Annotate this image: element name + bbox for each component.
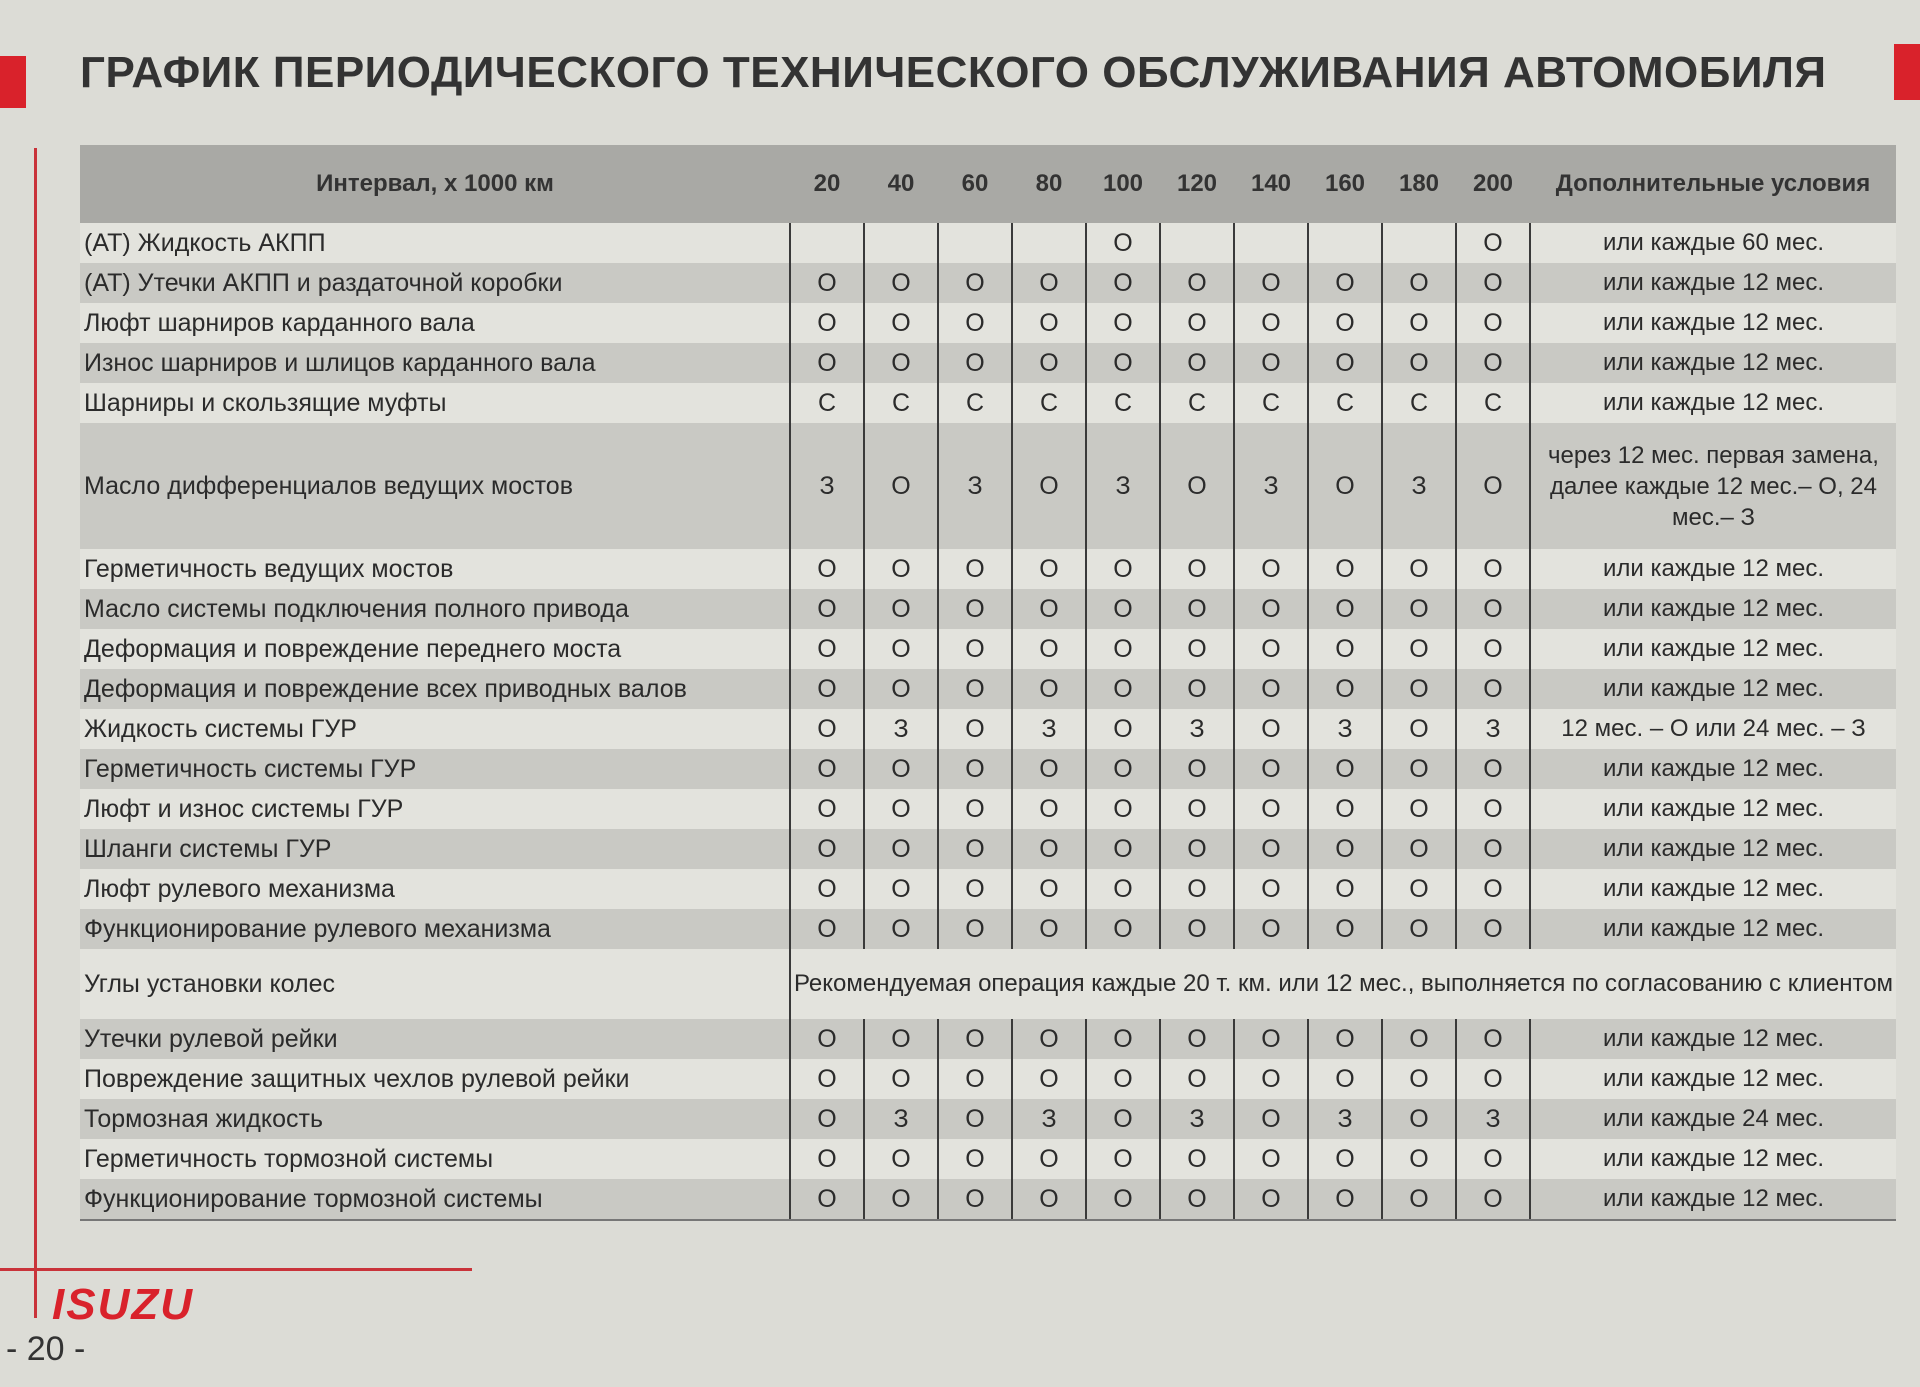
service-mark-cell: З <box>1382 423 1456 549</box>
service-mark-cell: З <box>1086 423 1160 549</box>
additional-condition-cell: или каждые 12 мес. <box>1530 1019 1896 1059</box>
service-mark-cell: О <box>938 629 1012 669</box>
service-mark-cell: О <box>1234 829 1308 869</box>
additional-condition-cell: или каждые 12 мес. <box>1530 343 1896 383</box>
service-mark-cell: О <box>1456 1059 1530 1099</box>
service-mark-cell: О <box>864 343 938 383</box>
service-mark-cell: О <box>864 829 938 869</box>
service-mark-cell: О <box>1234 1139 1308 1179</box>
service-mark-cell: О <box>1382 669 1456 709</box>
service-mark-cell: О <box>1086 629 1160 669</box>
service-mark-cell: З <box>1308 709 1382 749</box>
service-mark-cell: О <box>1160 909 1234 949</box>
service-mark-cell: О <box>864 629 938 669</box>
additional-condition-cell: или каждые 12 мес. <box>1530 1139 1896 1179</box>
row-note: Рекомендуемая операция каждые 20 т. км. или 12 мес., выполняется по согласованию с клиентом <box>790 949 1896 1019</box>
service-mark-cell: О <box>938 1059 1012 1099</box>
service-mark-cell: О <box>1308 669 1382 709</box>
service-mark-cell: О <box>1160 1139 1234 1179</box>
table-header-row <box>80 145 1896 223</box>
service-mark-cell: О <box>1308 423 1382 549</box>
service-mark-cell: О <box>938 909 1012 949</box>
table-row <box>80 303 1896 343</box>
service-mark-cell: О <box>1456 303 1530 343</box>
additional-condition-cell: или каждые 12 мес. <box>1530 303 1896 343</box>
service-mark-cell: О <box>1308 589 1382 629</box>
row-parameter-name: Функционирование тормозной системы <box>80 1179 790 1220</box>
service-mark-cell: О <box>1086 549 1160 589</box>
service-mark-cell: О <box>864 1059 938 1099</box>
service-mark-cell: О <box>1456 749 1530 789</box>
interval-column-header: 200 <box>1456 145 1530 223</box>
service-mark-cell: С <box>1160 383 1234 423</box>
service-mark-cell: З <box>1012 709 1086 749</box>
service-mark-cell: З <box>1308 1099 1382 1139</box>
table-row <box>80 343 1896 383</box>
service-mark-cell: О <box>1234 1059 1308 1099</box>
service-mark-cell: О <box>790 549 864 589</box>
service-mark-cell: О <box>1308 343 1382 383</box>
table-row <box>80 223 1896 263</box>
service-mark-cell: О <box>1160 1179 1234 1220</box>
service-mark-cell: О <box>1012 629 1086 669</box>
row-parameter-name: Масло системы подключения полного привода <box>80 589 790 629</box>
service-mark-cell: О <box>1160 343 1234 383</box>
service-mark-cell: О <box>938 1179 1012 1220</box>
table-row <box>80 263 1896 303</box>
interval-column-header: 100 <box>1086 145 1160 223</box>
service-mark-cell: О <box>1456 669 1530 709</box>
service-mark-cell: О <box>938 669 1012 709</box>
service-mark-cell: О <box>790 1019 864 1059</box>
service-mark-cell: О <box>790 909 864 949</box>
maintenance-table <box>80 145 1896 1221</box>
interval-header: Интервал, х 1000 км <box>80 145 790 223</box>
service-mark-cell: О <box>1234 1099 1308 1139</box>
additional-condition-cell: или каждые 12 мес. <box>1530 1179 1896 1220</box>
page-number: - 20 - <box>6 1330 86 1368</box>
additional-condition-cell: или каждые 12 мес. <box>1530 629 1896 669</box>
row-parameter-name: (AT) Жидкость АКПП <box>80 223 790 263</box>
service-mark-cell: О <box>1012 1059 1086 1099</box>
service-mark-cell <box>864 223 938 263</box>
additional-condition-cell: или каждые 12 мес. <box>1530 909 1896 949</box>
service-mark-cell: О <box>864 869 938 909</box>
additional-condition-cell: или каждые 12 мес. <box>1530 789 1896 829</box>
service-mark-cell: З <box>1012 1099 1086 1139</box>
service-mark-cell: О <box>1086 1059 1160 1099</box>
row-parameter-name: Износ шарниров и шлицов карданного вала <box>80 343 790 383</box>
service-mark-cell: О <box>1086 829 1160 869</box>
service-mark-cell: О <box>1086 669 1160 709</box>
additional-condition-cell: или каждые 12 мес. <box>1530 669 1896 709</box>
service-mark-cell: С <box>1308 383 1382 423</box>
service-mark-cell: О <box>1382 1179 1456 1220</box>
service-mark-cell: О <box>790 749 864 789</box>
row-parameter-name: Функционирование рулевого механизма <box>80 909 790 949</box>
service-mark-cell: О <box>1382 1139 1456 1179</box>
service-mark-cell: О <box>1160 1059 1234 1099</box>
service-mark-cell: О <box>1160 1019 1234 1059</box>
service-mark-cell: О <box>1086 789 1160 829</box>
service-mark-cell: О <box>1456 343 1530 383</box>
service-mark-cell: О <box>864 789 938 829</box>
service-mark-cell: О <box>1456 909 1530 949</box>
service-mark-cell: О <box>790 829 864 869</box>
service-mark-cell: О <box>1234 709 1308 749</box>
service-mark-cell: О <box>1456 223 1530 263</box>
service-mark-cell: С <box>1086 383 1160 423</box>
row-parameter-name: Жидкость системы ГУР <box>80 709 790 749</box>
service-mark-cell: О <box>938 709 1012 749</box>
service-mark-cell: О <box>1086 223 1160 263</box>
service-mark-cell: О <box>938 869 1012 909</box>
row-parameter-name: Деформация и повреждение всех приводных валов <box>80 669 790 709</box>
table-row <box>80 1179 1896 1220</box>
service-mark-cell: О <box>1086 909 1160 949</box>
service-mark-cell: О <box>1234 589 1308 629</box>
service-mark-cell: О <box>790 869 864 909</box>
additional-condition-cell: или каждые 12 мес. <box>1530 749 1896 789</box>
service-mark-cell: С <box>1234 383 1308 423</box>
row-parameter-name: Повреждение защитных чехлов рулевой рейки <box>80 1059 790 1099</box>
row-parameter-name: Тормозная жидкость <box>80 1099 790 1139</box>
service-mark-cell: О <box>1382 343 1456 383</box>
table-row <box>80 549 1896 589</box>
service-mark-cell: О <box>1086 589 1160 629</box>
service-mark-cell: О <box>1234 629 1308 669</box>
table-row <box>80 629 1896 669</box>
service-mark-cell: О <box>1308 909 1382 949</box>
service-mark-cell: З <box>790 423 864 549</box>
service-mark-cell: О <box>1012 669 1086 709</box>
service-mark-cell: О <box>1012 263 1086 303</box>
service-mark-cell: О <box>1234 263 1308 303</box>
service-mark-cell: О <box>1160 869 1234 909</box>
service-mark-cell: О <box>1012 1179 1086 1220</box>
service-mark-cell: О <box>790 303 864 343</box>
service-mark-cell: О <box>1160 549 1234 589</box>
service-mark-cell: О <box>1382 263 1456 303</box>
service-mark-cell: С <box>1456 383 1530 423</box>
additional-condition-cell: или каждые 12 мес. <box>1530 869 1896 909</box>
service-mark-cell: О <box>1308 789 1382 829</box>
service-mark-cell: О <box>938 589 1012 629</box>
row-parameter-name: Масло дифференциалов ведущих мостов <box>80 423 790 549</box>
service-mark-cell: О <box>1234 549 1308 589</box>
bottom-red-rule <box>0 1268 472 1271</box>
service-mark-cell: О <box>1308 829 1382 869</box>
additional-condition-cell: или каждые 60 мес. <box>1530 223 1896 263</box>
row-parameter-name: Люфт и износ системы ГУР <box>80 789 790 829</box>
service-mark-cell: О <box>1012 423 1086 549</box>
service-mark-cell: С <box>864 383 938 423</box>
red-corner-mark-left <box>0 56 26 108</box>
service-mark-cell <box>1160 223 1234 263</box>
row-parameter-name: Шарниры и скользящие муфты <box>80 383 790 423</box>
service-mark-cell: О <box>1012 303 1086 343</box>
interval-column-header: 60 <box>938 145 1012 223</box>
service-mark-cell: О <box>1012 789 1086 829</box>
additional-condition-cell: или каждые 12 мес. <box>1530 549 1896 589</box>
service-mark-cell: О <box>1456 789 1530 829</box>
service-mark-cell: О <box>864 749 938 789</box>
interval-column-header: 180 <box>1382 145 1456 223</box>
service-mark-cell <box>1382 223 1456 263</box>
service-mark-cell: О <box>1456 1139 1530 1179</box>
interval-column-header: 80 <box>1012 145 1086 223</box>
service-mark-cell: О <box>1456 829 1530 869</box>
service-mark-cell: О <box>1382 1019 1456 1059</box>
service-mark-cell: О <box>1456 549 1530 589</box>
table-row <box>80 1019 1896 1059</box>
row-parameter-name: Люфт рулевого механизма <box>80 869 790 909</box>
interval-column-header: 20 <box>790 145 864 223</box>
additional-condition-cell: 12 мес. – О или 24 мес. – З <box>1530 709 1896 749</box>
service-mark-cell: О <box>1308 303 1382 343</box>
row-parameter-name: Утечки рулевой рейки <box>80 1019 790 1059</box>
service-mark-cell: О <box>1382 829 1456 869</box>
service-mark-cell: О <box>1086 869 1160 909</box>
service-mark-cell: О <box>1382 789 1456 829</box>
row-parameter-name: Герметичность ведущих мостов <box>80 549 790 589</box>
service-mark-cell: О <box>1012 589 1086 629</box>
service-mark-cell: О <box>1086 1139 1160 1179</box>
service-mark-cell: З <box>1160 1099 1234 1139</box>
service-mark-cell: О <box>790 589 864 629</box>
service-mark-cell: О <box>938 829 1012 869</box>
service-mark-cell: О <box>864 549 938 589</box>
service-mark-cell: О <box>938 343 1012 383</box>
service-mark-cell: О <box>790 629 864 669</box>
service-mark-cell: С <box>790 383 864 423</box>
service-mark-cell: О <box>938 789 1012 829</box>
service-mark-cell: О <box>1308 629 1382 669</box>
service-mark-cell: О <box>1012 1139 1086 1179</box>
table-body <box>80 223 1896 1220</box>
table-row <box>80 423 1896 549</box>
service-mark-cell: О <box>1456 263 1530 303</box>
service-mark-cell: О <box>1012 549 1086 589</box>
interval-column-header: 40 <box>864 145 938 223</box>
service-mark-cell: О <box>1382 709 1456 749</box>
service-mark-cell: О <box>938 303 1012 343</box>
service-mark-cell: О <box>1234 303 1308 343</box>
additional-condition-cell: или каждые 24 мес. <box>1530 1099 1896 1139</box>
table-row <box>80 1139 1896 1179</box>
table-row <box>80 383 1896 423</box>
row-parameter-name: Шланги системы ГУР <box>80 829 790 869</box>
red-corner-mark-right <box>1894 44 1920 100</box>
additional-condition-cell: через 12 мес. первая замена, далее каждые 12 мес.– О, 24 мес.– З <box>1530 423 1896 549</box>
service-mark-cell: О <box>790 263 864 303</box>
table-row <box>80 909 1896 949</box>
service-mark-cell: О <box>1382 869 1456 909</box>
service-mark-cell: О <box>1382 629 1456 669</box>
table-row <box>80 1099 1896 1139</box>
service-mark-cell: О <box>1160 263 1234 303</box>
service-mark-cell: З <box>1456 1099 1530 1139</box>
service-mark-cell: О <box>1308 1019 1382 1059</box>
service-mark-cell: О <box>1012 909 1086 949</box>
table-row <box>80 789 1896 829</box>
service-mark-cell: О <box>1234 869 1308 909</box>
service-mark-cell: О <box>790 789 864 829</box>
service-mark-cell: З <box>938 423 1012 549</box>
brand-logo: ISUZU <box>52 1280 194 1329</box>
service-mark-cell: О <box>1086 1179 1160 1220</box>
service-mark-cell: О <box>1086 1019 1160 1059</box>
service-mark-cell: О <box>1012 343 1086 383</box>
service-mark-cell <box>1308 223 1382 263</box>
service-mark-cell: О <box>1234 749 1308 789</box>
service-mark-cell: О <box>1234 1019 1308 1059</box>
service-mark-cell: О <box>1308 749 1382 789</box>
service-mark-cell: О <box>790 669 864 709</box>
interval-column-header: 120 <box>1160 145 1234 223</box>
service-mark-cell: О <box>864 1179 938 1220</box>
service-mark-cell: О <box>1382 909 1456 949</box>
service-mark-cell: З <box>1160 709 1234 749</box>
service-mark-cell <box>1234 223 1308 263</box>
service-mark-cell: О <box>864 909 938 949</box>
service-mark-cell: О <box>1234 343 1308 383</box>
service-mark-cell: О <box>938 1099 1012 1139</box>
service-mark-cell: О <box>938 1019 1012 1059</box>
service-mark-cell: О <box>1382 549 1456 589</box>
service-mark-cell: О <box>1160 629 1234 669</box>
service-mark-cell: С <box>1382 383 1456 423</box>
table-row <box>80 869 1896 909</box>
service-mark-cell: О <box>1456 1019 1530 1059</box>
service-mark-cell: О <box>1012 829 1086 869</box>
service-mark-cell: О <box>938 1139 1012 1179</box>
additional-condition-cell: или каждые 12 мес. <box>1530 263 1896 303</box>
row-parameter-name: (AT) Утечки АКПП и раздаточной коробки <box>80 263 790 303</box>
service-mark-cell <box>790 223 864 263</box>
table-row <box>80 949 1896 1019</box>
service-mark-cell: О <box>938 749 1012 789</box>
conditions-header: Дополнительные условия <box>1530 145 1896 223</box>
table-row <box>80 709 1896 749</box>
service-mark-cell: О <box>1234 669 1308 709</box>
service-mark-cell: О <box>1382 1059 1456 1099</box>
service-mark-cell: О <box>864 669 938 709</box>
additional-condition-cell: или каждые 12 мес. <box>1530 383 1896 423</box>
service-mark-cell: О <box>790 1179 864 1220</box>
service-mark-cell <box>1012 223 1086 263</box>
service-mark-cell: О <box>1382 1099 1456 1139</box>
service-mark-cell: О <box>1086 1099 1160 1139</box>
row-parameter-name: Деформация и повреждение переднего моста <box>80 629 790 669</box>
service-mark-cell: О <box>864 1139 938 1179</box>
table-row <box>80 669 1896 709</box>
service-mark-cell: З <box>1234 423 1308 549</box>
interval-column-header: 140 <box>1234 145 1308 223</box>
service-mark-cell: О <box>1382 749 1456 789</box>
service-mark-cell: О <box>1160 829 1234 869</box>
service-mark-cell: О <box>1234 909 1308 949</box>
service-mark-cell: О <box>1160 749 1234 789</box>
service-mark-cell: О <box>790 1099 864 1139</box>
interval-column-header: 160 <box>1308 145 1382 223</box>
service-mark-cell: О <box>1234 789 1308 829</box>
service-mark-cell: О <box>1456 629 1530 669</box>
service-mark-cell: О <box>864 423 938 549</box>
service-mark-cell: О <box>1308 263 1382 303</box>
left-red-rule <box>34 148 37 1318</box>
service-mark-cell: О <box>1160 303 1234 343</box>
service-mark-cell: З <box>864 1099 938 1139</box>
service-mark-cell: О <box>1456 1179 1530 1220</box>
service-mark-cell: О <box>1160 589 1234 629</box>
service-mark-cell: О <box>790 709 864 749</box>
service-mark-cell: О <box>1012 749 1086 789</box>
service-mark-cell: О <box>1012 869 1086 909</box>
table-row <box>80 829 1896 869</box>
service-mark-cell: З <box>864 709 938 749</box>
service-mark-cell: О <box>1382 589 1456 629</box>
service-mark-cell: О <box>938 263 1012 303</box>
service-mark-cell: О <box>1160 669 1234 709</box>
table-row <box>80 749 1896 789</box>
row-parameter-name: Герметичность системы ГУР <box>80 749 790 789</box>
service-mark-cell: О <box>864 1019 938 1059</box>
service-mark-cell: О <box>1086 749 1160 789</box>
service-mark-cell: О <box>790 1059 864 1099</box>
service-mark-cell: О <box>1086 303 1160 343</box>
service-mark-cell: О <box>1456 589 1530 629</box>
service-mark-cell: О <box>790 1139 864 1179</box>
service-mark-cell: О <box>1382 303 1456 343</box>
row-parameter-name: Углы установки колес <box>80 949 790 1019</box>
service-mark-cell: О <box>790 343 864 383</box>
service-mark-cell: О <box>1086 343 1160 383</box>
service-mark-cell: О <box>1456 423 1530 549</box>
service-mark-cell: О <box>1308 1179 1382 1220</box>
page-title: ГРАФИК ПЕРИОДИЧЕСКОГО ТЕХНИЧЕСКОГО ОБСЛУЖИВАНИЯ АВТОМОБИЛЯ <box>80 48 1827 97</box>
service-mark-cell: О <box>1456 869 1530 909</box>
service-mark-cell: О <box>1086 263 1160 303</box>
row-parameter-name: Люфт шарниров карданного вала <box>80 303 790 343</box>
service-mark-cell: О <box>1308 549 1382 589</box>
additional-condition-cell: или каждые 12 мес. <box>1530 1059 1896 1099</box>
service-mark-cell: О <box>1308 1139 1382 1179</box>
additional-condition-cell: или каждые 12 мес. <box>1530 589 1896 629</box>
service-mark-cell: О <box>1160 789 1234 829</box>
service-mark-cell: О <box>864 303 938 343</box>
service-mark-cell: С <box>1012 383 1086 423</box>
service-mark-cell: О <box>864 589 938 629</box>
service-mark-cell: О <box>1160 423 1234 549</box>
service-mark-cell: О <box>1012 1019 1086 1059</box>
service-mark-cell: О <box>1308 1059 1382 1099</box>
service-mark-cell: О <box>1086 709 1160 749</box>
service-mark-cell: З <box>1456 709 1530 749</box>
service-mark-cell <box>938 223 1012 263</box>
service-mark-cell: О <box>864 263 938 303</box>
row-parameter-name: Герметичность тормозной системы <box>80 1139 790 1179</box>
table-row <box>80 1059 1896 1099</box>
additional-condition-cell: или каждые 12 мес. <box>1530 829 1896 869</box>
service-mark-cell: О <box>1308 869 1382 909</box>
table-row <box>80 589 1896 629</box>
service-mark-cell: О <box>1234 1179 1308 1220</box>
service-mark-cell: О <box>938 549 1012 589</box>
service-mark-cell: С <box>938 383 1012 423</box>
